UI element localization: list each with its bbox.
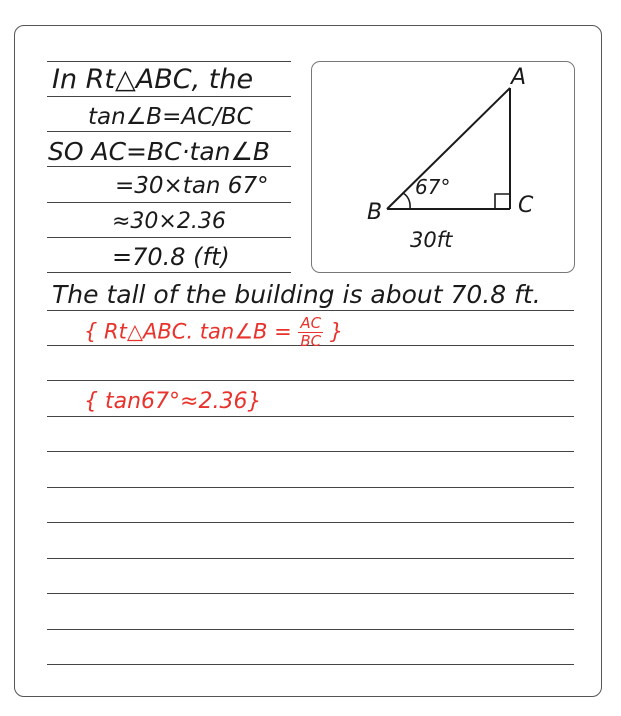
solution-line-4: =30×tan 67° bbox=[115, 173, 269, 199]
triangle-figure bbox=[311, 61, 575, 273]
vertex-a-label: A bbox=[511, 65, 527, 90]
ruled-line bbox=[47, 558, 574, 559]
solution-line-5: ≈30×2.36 bbox=[112, 209, 226, 234]
ruled-line bbox=[47, 202, 291, 203]
vertex-c-label: C bbox=[518, 193, 534, 218]
angle-b-arc bbox=[403, 193, 410, 209]
ruled-line bbox=[47, 380, 574, 381]
ruled-line bbox=[47, 272, 291, 273]
ruled-line bbox=[47, 131, 291, 132]
ruled-line bbox=[47, 416, 574, 417]
ruled-line bbox=[47, 96, 291, 97]
annotation-tan-value: { tan67°≈2.36} bbox=[84, 389, 262, 414]
annotation-definition bbox=[84, 316, 343, 349]
right-angle-mark bbox=[495, 194, 510, 209]
base-length-label: 30ft bbox=[410, 228, 453, 252]
vertex-b-label: B bbox=[367, 200, 383, 225]
triangle-diagram bbox=[312, 62, 576, 274]
solution-line-1: In Rt△ABC, the bbox=[52, 64, 254, 95]
annotation-definition-text: { Rt△ABC. tan∠B = bbox=[84, 319, 292, 344]
fraction-denominator: BC bbox=[300, 332, 322, 350]
ruled-line bbox=[47, 451, 574, 452]
fraction-numerator: AC bbox=[300, 314, 322, 332]
ruled-line bbox=[47, 166, 291, 167]
ruled-line bbox=[47, 487, 574, 488]
solution-line-2: tan∠B=AC/BC bbox=[88, 104, 253, 130]
angle-label: 67° bbox=[415, 175, 451, 199]
ruled-line bbox=[47, 237, 291, 238]
solution-line-6: =70.8 (ft) bbox=[112, 243, 230, 271]
ruled-line bbox=[47, 522, 574, 523]
fraction-ac-over-bc bbox=[298, 316, 323, 349]
ruled-line bbox=[47, 593, 574, 594]
ruled-line bbox=[47, 310, 574, 311]
ruled-line bbox=[47, 61, 291, 62]
solution-line-3: SO AC=BC·tan∠B bbox=[48, 137, 271, 166]
solution-conclusion: The tall of the building is about 70.8 ft. bbox=[52, 280, 541, 309]
ruled-line bbox=[47, 629, 574, 630]
annotation-definition-close: } bbox=[329, 319, 344, 344]
ruled-line bbox=[47, 664, 574, 665]
